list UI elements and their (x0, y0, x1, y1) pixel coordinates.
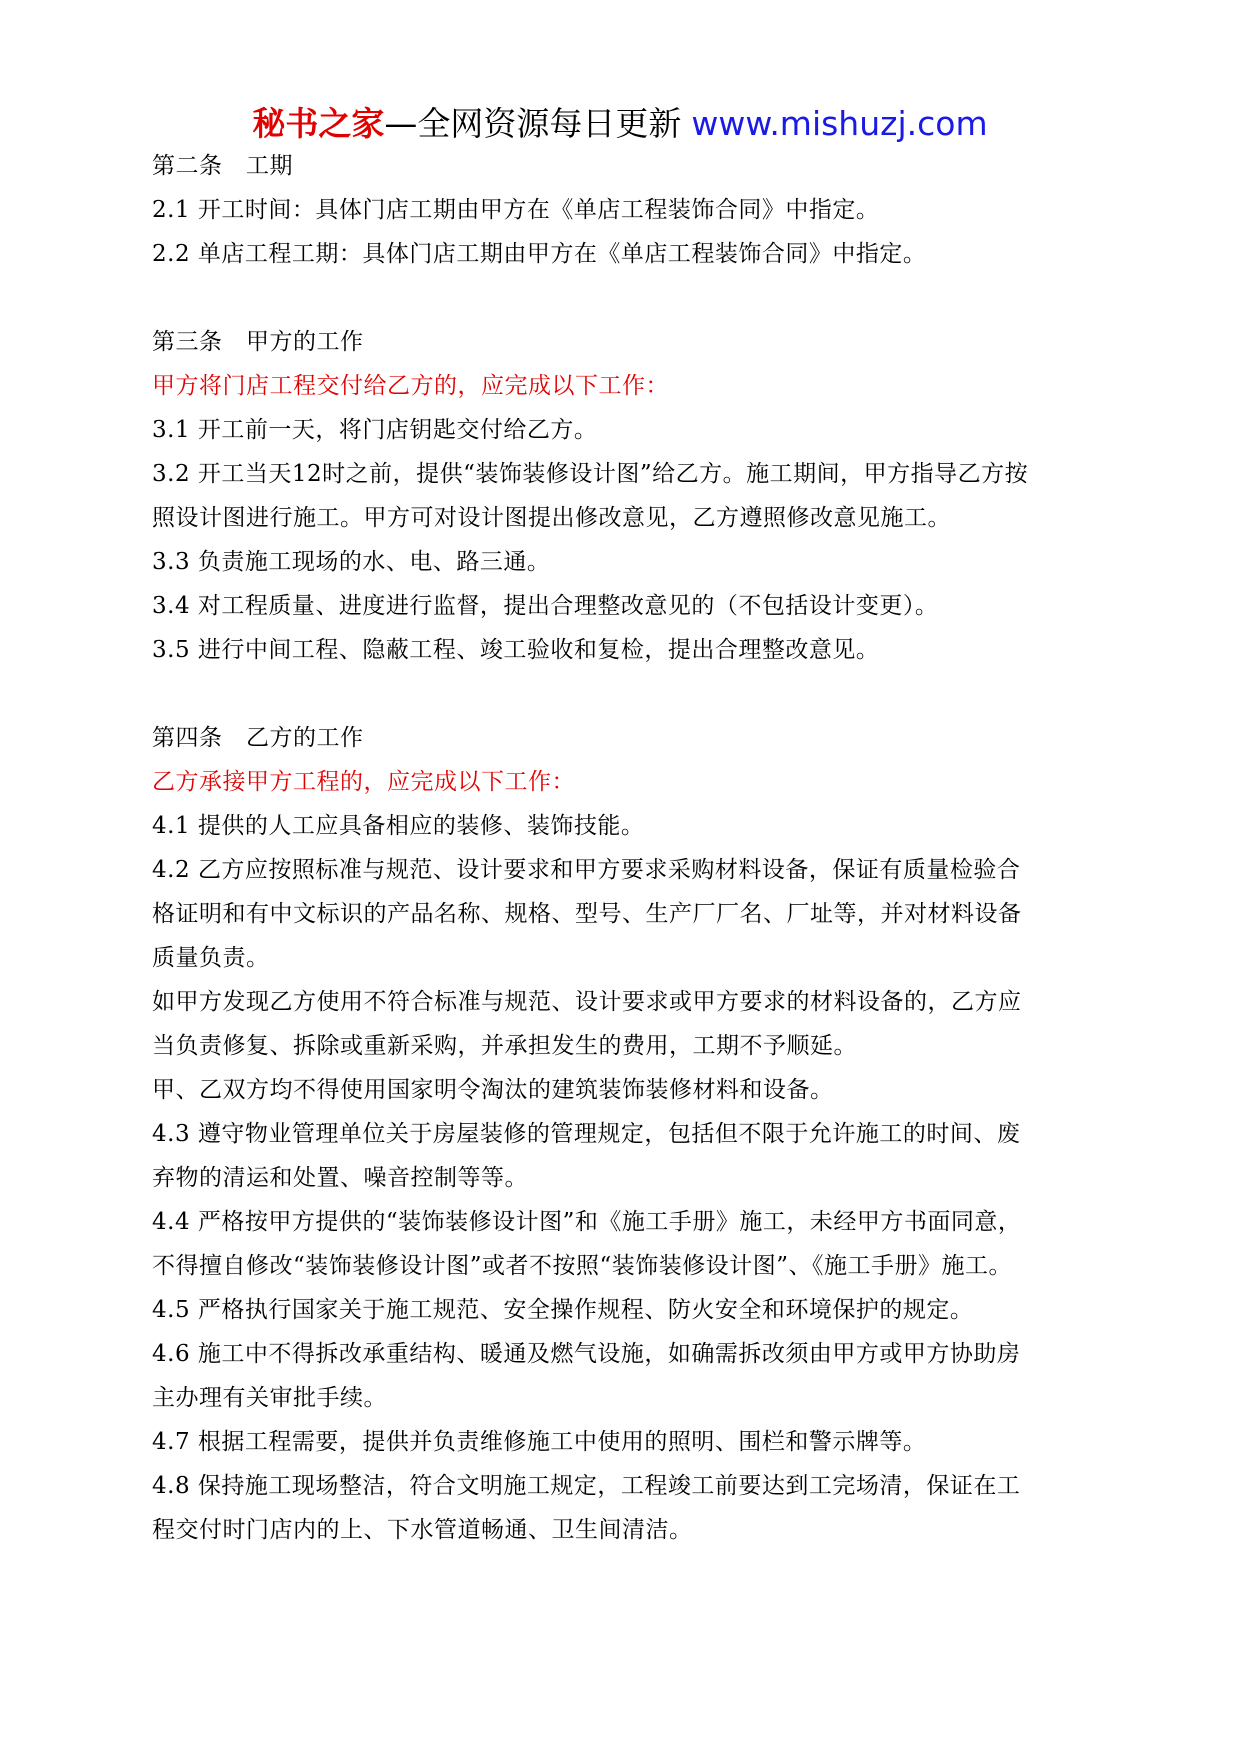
paragraph-gap (152, 672, 1100, 716)
article-3-intro: 甲方将门店工程交付给乙方的，应完成以下工作： (152, 373, 669, 399)
clause-3-1: 3.1 开工前一天，将门店钥匙交付给乙方。 (152, 417, 598, 443)
clause-4-2-cont: 格证明和有中文标识的产品名称、规格、型号、生产厂厂名、厂址等，并对材料设备 (152, 901, 1022, 927)
clause-3-3: 3.3 负责施工现场的水、电、路三通。 (152, 549, 551, 575)
document-body (152, 144, 1100, 1552)
clause-3-4: 3.4 对工程质量、进度进行监督，提出合理整改意见的（不包括设计变更）。 (152, 593, 939, 619)
clause-4-6: 4.6 施工中不得拆改承重结构、暖通及燃气设施，如确需拆改须由甲方或甲方协助房 (152, 1341, 1021, 1367)
clause-4-4-cont: 不得擅自修改“装饰装修设计图”或者不按照“装饰装修设计图”、《施工手册》施工。 (152, 1253, 1013, 1279)
clause-4-5: 4.5 严格执行国家关于施工规范、安全操作规程、防火安全和环境保护的规定。 (152, 1297, 974, 1323)
clause-3-5: 3.5 进行中间工程、隐蔽工程、竣工验收和复检，提出合理整改意见。 (152, 637, 880, 663)
banner-url-link[interactable]: www.mishuzj.com (691, 104, 988, 143)
clause-4-2-para3: 甲、乙双方均不得使用国家明令淘汰的建筑装饰装修材料和设备。 (152, 1077, 834, 1103)
clause-4-4: 4.4 严格按甲方提供的“装饰装修设计图”和《施工手册》施工，未经甲方书面同意， (152, 1209, 1022, 1235)
clause-4-2: 4.2 乙方应按照标准与规范、设计要求和甲方要求采购材料设备，保证有质量检验合 (152, 857, 1021, 883)
banner-slogan: —全网资源每日更新 (384, 104, 682, 143)
clause-4-7: 4.7 根据工程需要，提供并负责维修施工中使用的照明、围栏和警示牌等。 (152, 1429, 927, 1455)
clause-4-6-cont: 主办理有关审批手续。 (152, 1385, 387, 1411)
article-4-intro: 乙方承接甲方工程的，应完成以下工作： (152, 769, 575, 795)
clause-4-2-para2-cont: 当负责修复、拆除或重新采购，并承担发生的费用，工期不予顺延。 (152, 1033, 857, 1059)
clause-3-2-cont: 照设计图进行施工。甲方可对设计图提出修改意见，乙方遵照修改意见施工。 (152, 505, 951, 531)
clause-2-2: 2.2 单店工程工期：具体门店工期由甲方在《单店工程装饰合同》中指定。 (152, 241, 927, 267)
clause-4-2-cont: 质量负责。 (152, 945, 270, 971)
clause-3-2: 3.2 开工当天12时之前，提供“装饰装修设计图”给乙方。施工期间，甲方指导乙方按 (152, 461, 1029, 487)
clause-4-1: 4.1 提供的人工应具备相应的装修、装饰技能。 (152, 813, 645, 839)
clause-4-8-cont: 程交付时门店内的上、下水管道畅通、卫生间清洁。 (152, 1517, 693, 1543)
clause-4-3: 4.3 遵守物业管理单位关于房屋装修的管理规定，包括但不限于允许施工的时间、废 (152, 1121, 1021, 1147)
paragraph-gap (152, 276, 1100, 320)
clause-2-1: 2.1 开工时间：具体门店工期由甲方在《单店工程装饰合同》中指定。 (152, 197, 880, 223)
clause-4-8: 4.8 保持施工现场整洁，符合文明施工规定，工程竣工前要达到工完场清，保证在工 (152, 1473, 1021, 1499)
banner-brand: 秘书之家 (252, 104, 385, 143)
clause-4-3-cont: 弃物的清运和处置、噪音控制等等。 (152, 1165, 528, 1191)
article-2-title: 第二条 工期 (152, 153, 293, 179)
article-4-title: 第四条 乙方的工作 (152, 725, 364, 751)
clause-4-2-para2: 如甲方发现乙方使用不符合标准与规范、设计要求或甲方要求的材料设备的，乙方应 (152, 989, 1022, 1015)
article-3-title: 第三条 甲方的工作 (152, 329, 364, 355)
